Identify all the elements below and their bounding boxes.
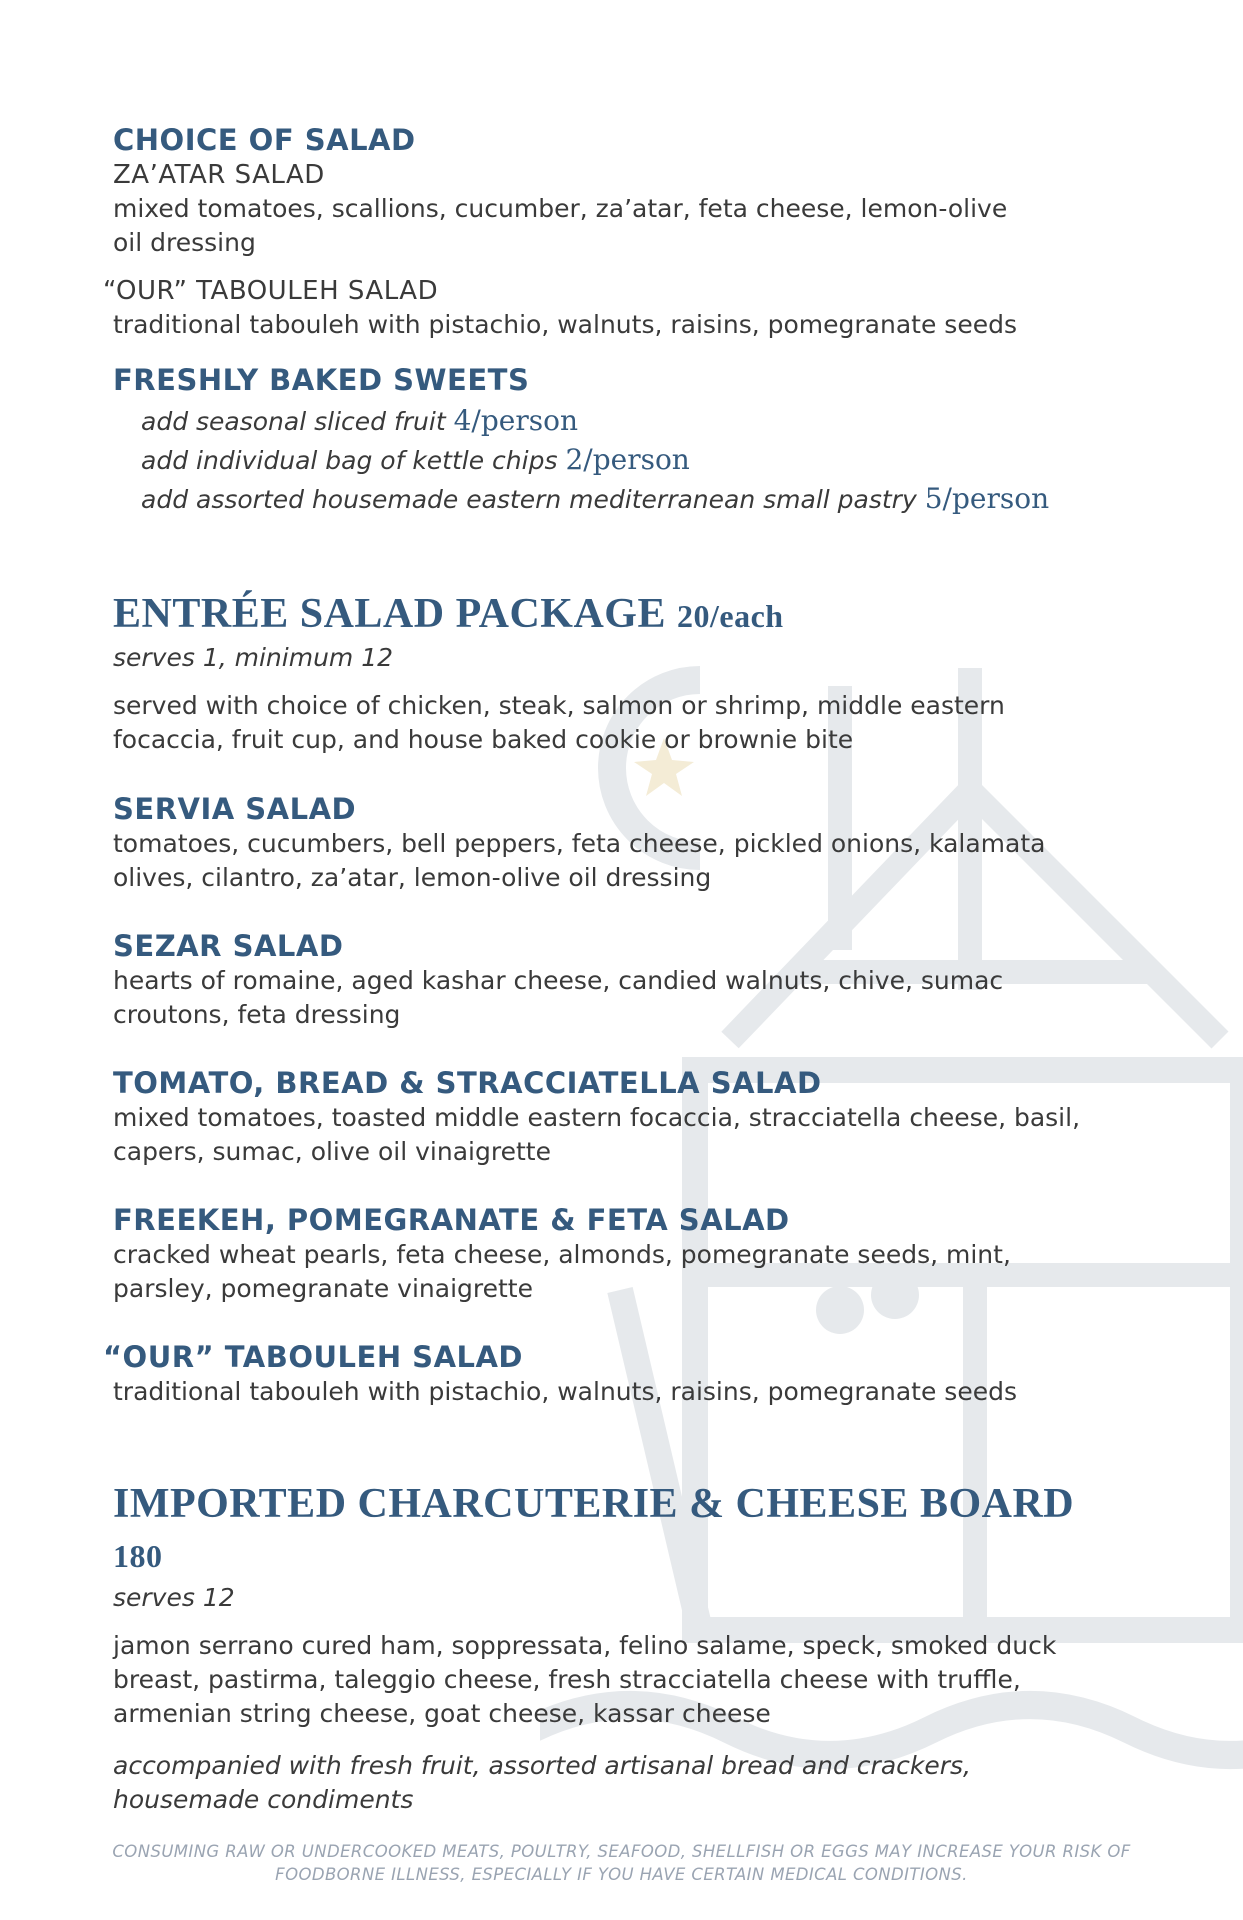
- title-text: IMPORTED CHARCUTERIE & CHEESE BOARD: [113, 1481, 1075, 1527]
- salad-item: [113, 1065, 1133, 1169]
- addon-price: 4/person: [453, 404, 578, 437]
- entree-intro: served with choice of chicken, steak, salmon or shrimp, middle eastern focaccia, fruit cup, and house baked cookie or brownie bite: [113, 691, 1005, 754]
- serves-note: serves 12: [113, 1583, 235, 1612]
- choice-of-salad-section: [103, 122, 1133, 342]
- section-heading: FRESHLY BAKED SWEETS: [113, 363, 530, 397]
- entree-section: [103, 589, 1133, 1409]
- salad-item: [113, 791, 1133, 895]
- addon-text: add seasonal sliced fruit: [141, 407, 446, 436]
- addon-text: add individual bag of kettle chips: [141, 446, 558, 475]
- addon-price: 2/person: [565, 443, 690, 476]
- title-price: 20/each: [676, 598, 784, 634]
- addon-price: 5/person: [924, 482, 1050, 515]
- title-text: ENTRÉE SALAD PACKAGE: [113, 591, 666, 637]
- salad-item: [103, 1339, 1133, 1409]
- entree-title: [113, 589, 1133, 641]
- serves-note: serves 1, minimum 12: [113, 643, 394, 672]
- addon-item: [141, 480, 1133, 519]
- item-description: mixed tomatoes, scallions, cucumber, za’atar, feta cheese, lemon-olive oil dressing: [113, 194, 1008, 257]
- salad-name: FREEKEH, POMEGRANATE & FETA SALAD: [113, 1203, 790, 1237]
- board-accompaniment: accompanied with fresh fruit, assorted artisanal bread and crackers, housemade condiments: [113, 1751, 971, 1814]
- salad-description: mixed tomatoes, toasted middle eastern focaccia, stracciatella cheese, basil, capers, sumac, olive oil vinaigrette: [113, 1103, 1081, 1166]
- section-heading: CHOICE OF SALAD: [113, 123, 416, 157]
- salad-item: [113, 1202, 1133, 1306]
- addon-text: add assorted housemade eastern mediterranean small pastry: [141, 485, 917, 514]
- board-section: [113, 1479, 1133, 1817]
- board-title: [113, 1479, 1133, 1581]
- salad-name: TOMATO, BREAD & STRACCIATELLA SALAD: [113, 1066, 822, 1100]
- salad-description: tomatoes, cucumbers, bell peppers, feta cheese, pickled onions, kalamata olives, cilantro, za’atar, lemon-olive oil dressing: [113, 829, 1046, 892]
- salad-description: hearts of romaine, aged kashar cheese, candied walnuts, chive, sumac croutons, feta dressing: [113, 966, 1004, 1029]
- salad-name: “OUR” TABOULEH SALAD: [103, 1340, 524, 1374]
- item-name: “OUR” TABOULEH SALAD: [103, 276, 439, 306]
- sweets-section: [113, 362, 1133, 519]
- addon-item: [141, 441, 1133, 480]
- item-description: traditional tabouleh with pistachio, walnuts, raisins, pomegranate seeds: [113, 310, 1017, 339]
- addon-item: [141, 402, 1133, 441]
- menu-content: [103, 122, 1133, 1817]
- salad-name: SEZAR SALAD: [113, 929, 344, 963]
- food-safety-disclaimer: CONSUMING RAW OR UNDERCOOKED MEATS, POULTRY, SEAFOOD, SHELLFISH OR EGGS MAY INCREASE YOUR RISK OF FOODBORNE ILLNESS, ESPECIALLY IF YOU HAVE CERTAIN MEDICAL CONDITIONS.: [112, 1842, 1131, 1884]
- salad-description: traditional tabouleh with pistachio, walnuts, raisins, pomegranate seeds: [113, 1377, 1017, 1406]
- salad-description: cracked wheat pearls, feta cheese, almonds, pomegranate seeds, mint, parsley, pomegranate vinaigrette: [113, 1240, 1011, 1303]
- salad-name: SERVIA SALAD: [113, 792, 357, 826]
- board-description: jamon serrano cured ham, soppressata, felino salame, speck, smoked duck breast, pastirma, taleggio cheese, fresh stracciatella cheese with truffle, armenian string cheese, goat cheese, kassar cheese: [113, 1631, 1057, 1728]
- item-name: ZA’ATAR SALAD: [113, 160, 325, 190]
- title-price: 180: [113, 1538, 163, 1574]
- salad-item: [113, 928, 1133, 1032]
